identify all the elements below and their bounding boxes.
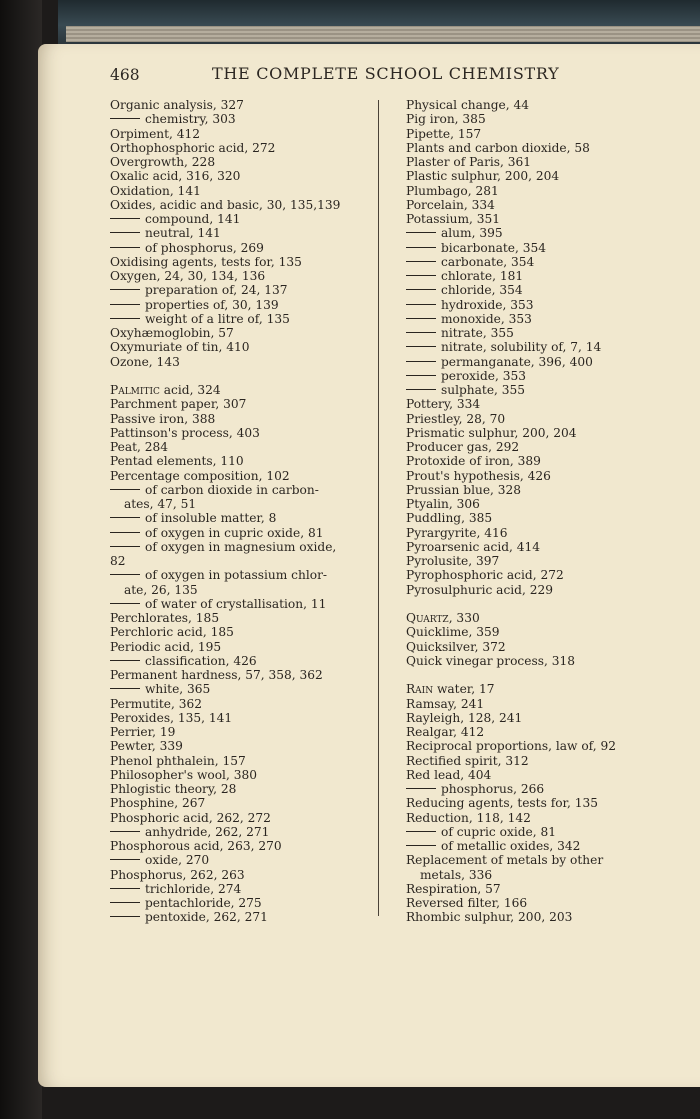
index-subentry-text: carbonate, 354 <box>441 254 535 269</box>
index-column-right <box>406 98 660 925</box>
index-subentry <box>110 682 400 696</box>
index-subentry <box>406 825 660 839</box>
index-entry: Plastic sulphur, 200, 204 <box>406 169 560 184</box>
index-entry: Protoxide of iron, 389 <box>406 454 541 469</box>
index-subentry-text: properties of, 30, 139 <box>145 297 279 312</box>
index-subentry <box>110 511 400 525</box>
index-subentry <box>110 568 400 582</box>
ditto-dash <box>406 375 436 376</box>
index-subentry <box>110 597 400 611</box>
index-entry: Oxymuriate of tin, 410 <box>110 340 250 355</box>
index-entry <box>406 682 660 696</box>
index-entry: Plaster of Paris, 361 <box>406 155 532 169</box>
ditto-dash <box>406 247 436 248</box>
index-subentry-text: neutral, 141 <box>145 226 221 241</box>
ditto-dash <box>406 346 436 347</box>
ditto-dash <box>110 902 140 903</box>
index-entry: Orthophosphoric acid, 272 <box>110 140 276 155</box>
index-entry: Oxalic acid, 316, 320 <box>110 169 241 184</box>
ditto-dash <box>110 304 140 305</box>
index-entry: Permutite, 362 <box>110 696 203 711</box>
index-entry: Passive iron, 388 <box>110 411 216 426</box>
index-entry-continuation: ates, 47, 51 <box>124 497 197 511</box>
index-entry: Pottery, 334 <box>406 397 481 412</box>
index-entry: Oxidation, 141 <box>110 183 201 198</box>
index-entry: Peroxides, 135, 141 <box>110 710 233 725</box>
index-entry: Ramsay, 241 <box>406 696 485 711</box>
index-subentry <box>406 312 660 326</box>
index-entry: Oxides, acidic and basic, 30, 135,139 <box>110 197 341 212</box>
index-entry: Porcelain, 334 <box>406 197 495 212</box>
index-subentry-text: compound, 141 <box>145 212 241 226</box>
index-subentry <box>406 283 660 297</box>
index-subentry-text: permanganate, 396, 400 <box>441 354 593 369</box>
ditto-dash <box>110 660 140 661</box>
index-subentry-text: of phosphorus, 269 <box>145 240 264 255</box>
index-subentry-text: peroxide, 353 <box>441 368 526 383</box>
index-subentry <box>406 226 660 240</box>
ditto-dash <box>110 831 140 832</box>
index-subentry <box>110 283 400 297</box>
index-subentry-text: phosphorus, 266 <box>441 782 545 796</box>
ditto-dash <box>110 532 140 533</box>
index-entry: Peat, 284 <box>110 440 169 454</box>
ditto-dash <box>110 603 140 604</box>
index-entry: Plants and carbon dioxide, 58 <box>406 140 590 155</box>
index-entry: Quick vinegar process, 318 <box>406 653 575 668</box>
index-entry: Physical change, 44 <box>406 98 530 112</box>
ditto-dash <box>406 261 436 262</box>
index-subentry <box>406 269 660 283</box>
index-subentry-text: monoxide, 353 <box>441 311 532 326</box>
index-entry: Philosopher's wool, 380 <box>110 767 257 782</box>
index-subentry-text: pentoxide, 262, 271 <box>145 910 268 925</box>
ditto-dash <box>110 888 140 889</box>
index-entry: Respiration, 57 <box>406 881 501 896</box>
index-entry: Phosphine, 267 <box>110 796 206 811</box>
index-subentry <box>406 326 660 340</box>
index-subentry-text: of oxygen in cupric oxide, 81 <box>145 525 324 540</box>
index-entry <box>406 611 660 625</box>
index-entry: Phosphorus, 262, 263 <box>110 867 245 882</box>
index-subentry <box>406 340 660 354</box>
index-entry: Perchloric acid, 185 <box>110 625 234 640</box>
index-entry: Oxyhæmoglobin, 57 <box>110 326 234 340</box>
ditto-dash <box>110 232 140 233</box>
index-entry: Pentad elements, 110 <box>110 454 244 469</box>
index-entry: Pewter, 339 <box>110 739 183 754</box>
index-entry: Ozone, 143 <box>110 354 180 369</box>
index-subentry-text: bicarbonate, 354 <box>441 240 546 255</box>
index-entry: Producer gas, 292 <box>406 440 520 454</box>
index-entry-rest: water, 17 <box>433 682 495 697</box>
index-entry: Periodic acid, 195 <box>110 639 222 654</box>
index-entry: Pyroarsenic acid, 414 <box>406 539 541 554</box>
index-subentry-text: of metallic oxides, 342 <box>441 839 581 853</box>
index-entry: Reciprocal proportions, law of, 92 <box>406 739 616 754</box>
ditto-dash <box>406 788 436 789</box>
book-gutter-shadow <box>0 0 42 1119</box>
index-entry: Quicklime, 359 <box>406 625 500 640</box>
index-entry: Puddling, 385 <box>406 511 493 526</box>
index-entry: Organic analysis, 327 <box>110 98 244 112</box>
ditto-dash <box>406 289 436 290</box>
index-subentry <box>110 910 400 924</box>
index-subentry <box>110 298 400 312</box>
index-subentry-text: preparation of, 24, 137 <box>145 283 288 298</box>
index-entry: Pyrophosphoric acid, 272 <box>406 568 564 583</box>
ditto-dash <box>406 275 436 276</box>
index-subentry <box>110 540 400 554</box>
index-entry: Rhombic sulphur, 200, 203 <box>406 910 573 925</box>
ditto-dash <box>110 688 140 689</box>
index-entry: Reduction, 118, 142 <box>406 810 531 825</box>
ditto-dash <box>110 218 140 219</box>
index-entry: Reducing agents, tests for, 135 <box>406 796 599 811</box>
index-subentry-text: pentachloride, 275 <box>145 896 262 910</box>
index-subentry <box>110 112 400 126</box>
ditto-dash <box>110 859 140 860</box>
ditto-dash <box>406 361 436 362</box>
index-subentry <box>110 226 400 240</box>
index-entry: Pyrolusite, 397 <box>406 554 500 568</box>
index-subentry <box>110 825 400 839</box>
index-entry: Phosphorous acid, 263, 270 <box>110 839 282 853</box>
index-entry: Rayleigh, 128, 241 <box>406 710 523 725</box>
index-subentry-text: of insoluble matter, 8 <box>145 511 277 526</box>
index-subentry-text: chlorate, 181 <box>441 269 524 283</box>
index-subentry-text: of cupric oxide, 81 <box>441 824 557 839</box>
index-subentry <box>110 654 400 668</box>
index-subentry-text: chloride, 354 <box>441 283 523 298</box>
ditto-dash <box>110 546 140 547</box>
ditto-dash <box>110 489 140 490</box>
index-subentry-text: white, 365 <box>145 682 211 697</box>
column-divider <box>378 100 379 916</box>
index-subentry-text: chemistry, 303 <box>145 112 236 127</box>
index-entry: Phosphoric acid, 262, 272 <box>110 810 271 825</box>
index-subentry-text: anhydride, 262, 271 <box>145 824 270 839</box>
index-column-left <box>110 98 400 925</box>
index-entry: Realgar, 412 <box>406 725 485 739</box>
ditto-dash <box>406 389 436 390</box>
index-subentry-text: alum, 395 <box>441 226 503 241</box>
index-letter-gap <box>406 668 660 682</box>
index-subentry <box>406 839 660 853</box>
index-subentry-text: oxide, 270 <box>145 853 210 868</box>
index-subentry <box>110 212 400 226</box>
ditto-dash <box>406 845 436 846</box>
index-entry: Pyrosulphuric acid, 229 <box>406 582 553 597</box>
index-entry: Perchlorates, 185 <box>110 611 220 625</box>
index-entry: Oxidising agents, tests for, 135 <box>110 254 302 269</box>
index-letter-lead: Quartz <box>406 611 449 625</box>
index-subentry <box>110 526 400 540</box>
index-subentry <box>110 241 400 255</box>
index-entry: Priestley, 28, 70 <box>406 411 506 426</box>
index-entry: Prout's hypothesis, 426 <box>406 468 551 483</box>
index-entry: Replacement of metals by other <box>406 853 604 868</box>
index-entry: Potassium, 351 <box>406 212 501 226</box>
index-entry: Rectified spirit, 312 <box>406 753 529 768</box>
index-subentry <box>110 896 400 910</box>
index-letter-gap <box>110 369 400 383</box>
page-edges <box>66 26 700 42</box>
ditto-dash <box>110 574 140 575</box>
index-entry-rest: acid, 324 <box>159 383 221 397</box>
ditto-dash <box>110 318 140 319</box>
index-subentry-text: hydroxide, 353 <box>441 297 534 312</box>
running-title: THE COMPLETE SCHOOL CHEMISTRY <box>212 64 560 83</box>
index-entry: Pyrargyrite, 416 <box>406 525 508 540</box>
ditto-dash <box>110 247 140 248</box>
index-entry: Quicksilver, 372 <box>406 639 506 654</box>
index-entry: Phlogistic theory, 28 <box>110 782 237 796</box>
index-subentry-text: of oxygen in magnesium oxide, <box>145 539 337 554</box>
ditto-dash <box>406 318 436 319</box>
index-entry: Parchment paper, 307 <box>110 397 247 412</box>
ditto-dash <box>406 232 436 233</box>
index-entry: Red lead, 404 <box>406 767 492 782</box>
index-entry: Overgrowth, 228 <box>110 155 216 169</box>
ditto-dash <box>110 289 140 290</box>
ditto-dash <box>110 517 140 518</box>
index-entry: Ptyalin, 306 <box>406 497 480 511</box>
index-subentry <box>406 782 660 796</box>
index-entry: Orpiment, 412 <box>110 126 201 141</box>
index-entry-rest: , 330 <box>448 611 480 625</box>
index-subentry <box>110 483 400 497</box>
index-entry: Prussian blue, 328 <box>406 482 522 497</box>
index-subentry-text: nitrate, 355 <box>441 326 514 340</box>
page-number: 468 <box>110 66 140 84</box>
index-entry: Prismatic sulphur, 200, 204 <box>406 425 577 440</box>
index-entry-continuation: metals, 336 <box>420 867 493 882</box>
index-subentry <box>406 383 660 397</box>
index-subentry <box>406 298 660 312</box>
index-entry: Pipette, 157 <box>406 126 482 141</box>
index-subentry-text: of carbon dioxide in carbon- <box>145 482 319 497</box>
index-subentry-text: nitrate, solubility of, 7, 14 <box>441 340 602 355</box>
ditto-dash <box>406 304 436 305</box>
index-entry: Pattinson's process, 403 <box>110 425 260 440</box>
index-letter-gap <box>406 597 660 611</box>
index-subentry <box>110 312 400 326</box>
index-entry: Pig iron, 385 <box>406 112 486 127</box>
index-subentry-text: of water of crystallisation, 11 <box>145 596 327 611</box>
index-subentry <box>406 241 660 255</box>
index-entry <box>110 383 400 397</box>
index-entry: Reversed filter, 166 <box>406 896 528 910</box>
index-subentry <box>110 882 400 896</box>
index-entry: Percentage composition, 102 <box>110 468 290 483</box>
index-subentry-text: classification, 426 <box>145 653 257 668</box>
index-subentry-text: weight of a litre of, 135 <box>145 311 290 326</box>
ditto-dash <box>110 916 140 917</box>
index-entry: Perrier, 19 <box>110 725 176 739</box>
index-subentry-text: of oxygen in potassium chlor- <box>145 568 328 583</box>
index-subentry <box>406 369 660 383</box>
index-entry: Permanent hardness, 57, 358, 362 <box>110 668 323 682</box>
index-subentry <box>110 853 400 867</box>
index-subentry-text: trichloride, 274 <box>145 881 242 896</box>
index-entry: Oxygen, 24, 30, 134, 136 <box>110 269 266 283</box>
ditto-dash <box>110 118 140 119</box>
index-letter-lead: Rain <box>406 682 434 697</box>
index-subentry <box>406 355 660 369</box>
index-entry: 82 <box>110 554 126 568</box>
index-entry: Phenol phthalein, 157 <box>110 753 246 768</box>
index-subentry <box>406 255 660 269</box>
index-letter-lead: Palmitic <box>110 383 160 397</box>
index-entry: Plumbago, 281 <box>406 183 499 198</box>
ditto-dash <box>406 332 436 333</box>
ditto-dash <box>406 831 436 832</box>
index-subentry-text: sulphate, 355 <box>441 383 526 397</box>
index-entry-continuation: ate, 26, 135 <box>124 582 198 597</box>
